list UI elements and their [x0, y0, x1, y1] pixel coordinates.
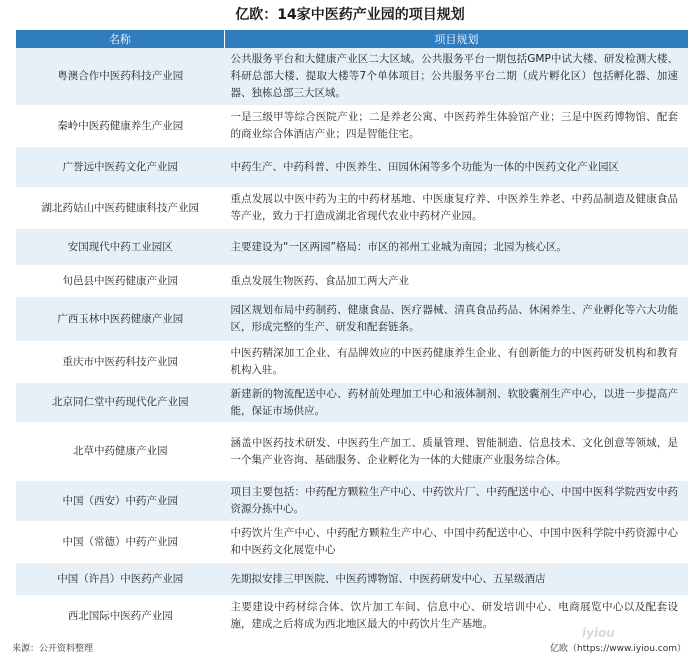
- park-plan: 主要建设为“一区两园”格局：市区的祁州工业城为南园；北园为核心区。: [225, 229, 689, 266]
- table-row: [16, 522, 688, 563]
- park-name: 广西玉林中医药健康产业园: [16, 297, 225, 342]
- park-plan: 重点发展以中医中药为主的中药材基地、中医康复疗养、中医养生养老、中药品制造及健康食品等产业，致力于打造成湖北省现代农业中药材产业园。: [225, 188, 689, 229]
- table-row: [16, 188, 688, 229]
- industrial-park-table: [16, 30, 688, 637]
- watermark-logo: iyiou: [582, 626, 615, 640]
- brand-credit: 亿欧（https://www.iyiou.com）: [550, 644, 686, 654]
- park-name: 重庆市中医药科技产业园: [16, 342, 225, 383]
- table-row: [16, 229, 688, 266]
- park-name: 西北国际中医药产业园: [16, 596, 225, 637]
- park-plan: 项目主要包括：中药配方颗粒生产中心、中药饮片厂、中药配送中心、中国中医科学院西安中药资源分拣中心。: [225, 481, 689, 522]
- park-plan: 先期拟安排三甲医院、中医药博物馆、中医药研发中心、五星级酒店: [225, 563, 689, 596]
- column-header-plan: 项目规划: [225, 30, 689, 48]
- park-name: 中国（常德）中药产业园: [16, 522, 225, 563]
- park-name: 北京同仁堂中药现代化产业园: [16, 383, 225, 423]
- table-row: [16, 342, 688, 383]
- park-plan: 公共服务平台和大健康产业区二大区域。公共服务平台一期包括GMP中试大楼、研发检测大楼、科研总部大楼、提取大楼等7个单体项目；公共服务平台二期（成片孵化区）包括孵化器、加速器、独栋总部三大区域。: [225, 48, 689, 106]
- park-plan: 中药饮片生产中心、中药配方颗粒生产中心、中国中药配送中心、中国中医科学院中药资源中心和中医药文化展览中心: [225, 522, 689, 563]
- park-name: 北草中药健康产业园: [16, 423, 225, 481]
- table-row: [16, 266, 688, 297]
- park-plan: 涵盖中医药技术研发、中医药生产加工、质量管理、智能制造、信息技术、文化创意等领域，是一个集产业咨询、基础服务、企业孵化为一体的大健康产业服务综合体。: [225, 423, 689, 481]
- table-row: [16, 481, 688, 522]
- park-name: 中国（许昌）中医药产业园: [16, 563, 225, 596]
- park-plan: 园区规划布局中药制药、健康食品、医疗器械、清真食品药品、休闲养生、产业孵化等六大功能区，形成完整的生产、研发和配套链条。: [225, 297, 689, 342]
- table-header-row: [16, 30, 688, 48]
- table-row: [16, 106, 688, 147]
- park-plan: 主要建设中药材综合体、饮片加工车间、信息中心、研发培训中心、电商展览中心以及配套设施，建成之后将成为西北地区最大的中药饮片生产基地。: [225, 596, 689, 637]
- park-name: 粤澳合作中医药科技产业园: [16, 48, 225, 106]
- park-plan: 一是三级甲等综合医院产业；二是养老公寓、中医药养生体验馆产业；三是中医药博物馆、配套的商业综合体酒店产业；四是智能住宅。: [225, 106, 689, 147]
- park-name: 秦岭中医药健康养生产业园: [16, 106, 225, 147]
- park-name: 湖北药姑山中医药健康科技产业园: [16, 188, 225, 229]
- table-row: [16, 563, 688, 596]
- table-row: [16, 48, 688, 106]
- table-row: [16, 297, 688, 342]
- park-plan: 重点发展生物医药、食品加工两大产业: [225, 266, 689, 297]
- park-plan: 新建新的物流配送中心、药材前处理加工中心和液体制剂、软胶囊剂生产中心，以进一步提高产能，保证市场供应。: [225, 383, 689, 423]
- table-row: [16, 383, 688, 423]
- park-name: 安国现代中药工业园区: [16, 229, 225, 266]
- park-plan: 中药生产、中药科普、中医养生、田园休闲等多个功能为一体的中医药文化产业园区: [225, 147, 689, 188]
- source-note: 来源：公开资料整理: [12, 644, 94, 654]
- column-header-name: 名称: [16, 30, 225, 48]
- table-row: [16, 147, 688, 188]
- park-plan: 中医药精深加工企业、有品牌效应的中医药健康养生企业、有创新能力的中医药研发机构和教育机构入驻。: [225, 342, 689, 383]
- page-title: 亿欧：14家中医药产业园的项目规划: [235, 7, 465, 23]
- park-name: 广誉远中医药文化产业园: [16, 147, 225, 188]
- table-row: [16, 423, 688, 481]
- park-name: 中国（西安）中药产业园: [16, 481, 225, 522]
- park-name: 旬邑县中医药健康产业园: [16, 266, 225, 297]
